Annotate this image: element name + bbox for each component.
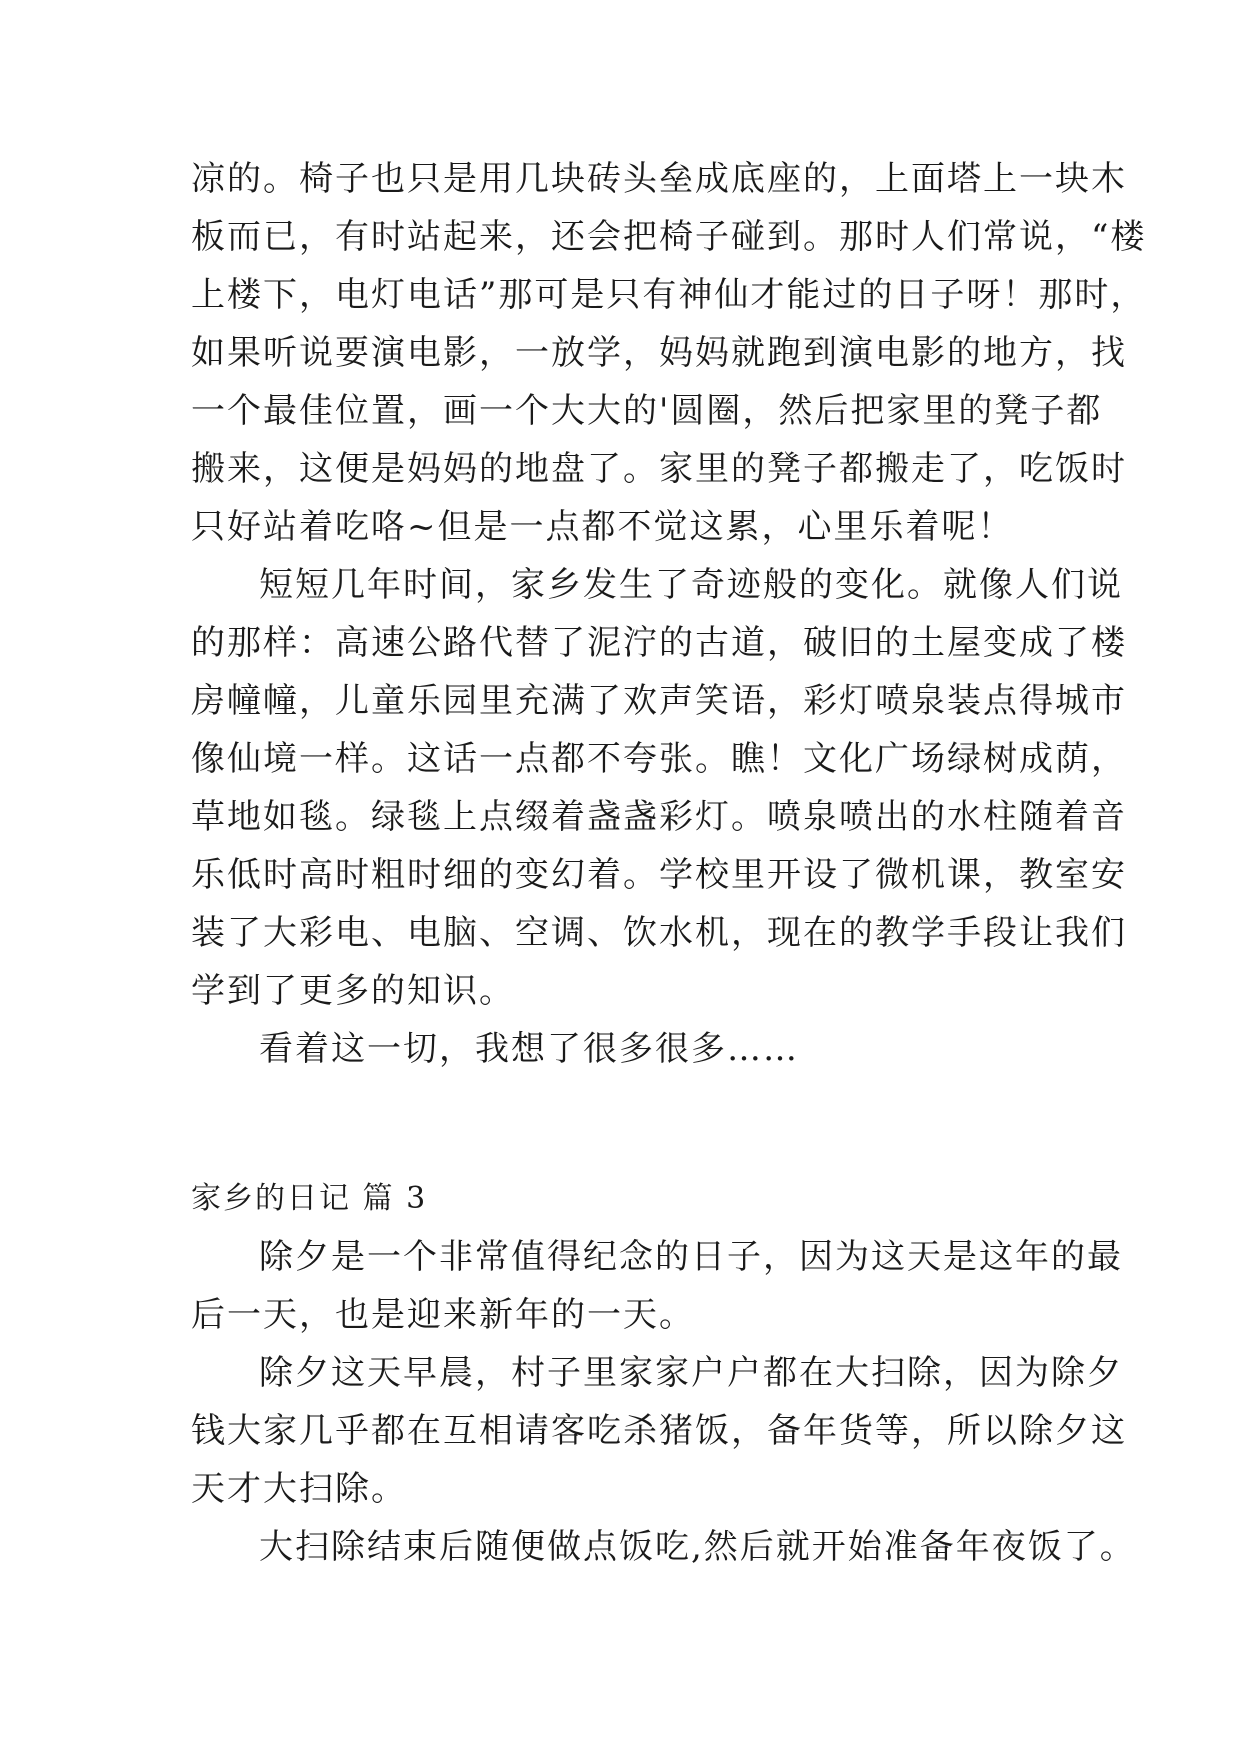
- text-line: 除夕这天早晨，村子里家家户户都在大扫除，因为除夕: [259, 1353, 1123, 1393]
- text-line: 乐低时高时粗时细的变幻着。学校里开设了微机课，教室安: [191, 855, 1127, 895]
- text-line: 搬来，这便是妈妈的地盘了。家里的凳子都搬走了，吃饭时: [191, 449, 1127, 489]
- text-line: 的那样：高速公路代替了泥泞的古道，破旧的土屋变成了楼: [191, 623, 1127, 663]
- text-line: 学到了更多的知识。: [191, 971, 515, 1011]
- paragraph: [191, 1228, 1123, 1344]
- paragraph-continuation: [191, 150, 1147, 556]
- text-line: 凉的。椅子也只是用几块砖头垒成底座的，上面塔上一块木: [191, 159, 1127, 199]
- paragraph: [191, 1344, 1127, 1518]
- text-line: 只好站着吃咯~但是一点都不觉这累，心里乐着呢！: [191, 507, 1014, 547]
- text-line: 板而已，有时站起来，还会把椅子碰到。那时人们常说，“楼: [191, 217, 1147, 257]
- text-line: 草地如毯。绿毯上点缀着盏盏彩灯。喷泉喷出的水柱随着音: [191, 797, 1127, 837]
- document-body: [191, 150, 1147, 1576]
- text-line: 短短几年时间，家乡发生了奇迹般的变化。就像人们说: [259, 565, 1123, 605]
- text-line: 看着这一切，我想了很多很多……: [259, 1029, 799, 1069]
- text-line: 房幢幢，儿童乐园里充满了欢声笑语，彩灯喷泉装点得城市: [191, 681, 1127, 721]
- text-line: 钱大家几乎都在互相请客吃杀猪饭，备年货等，所以除夕这: [191, 1411, 1127, 1451]
- text-line: 天才大扫除。: [191, 1469, 407, 1509]
- text-line: 如果听说要演电影，一放学，妈妈就跑到演电影的地方，找: [191, 333, 1127, 373]
- text-line: 一个最佳位置，画一个大大的'圆圈，然后把家里的凳子都: [191, 391, 1103, 431]
- paragraph: [191, 1020, 1051, 1078]
- text-line: 上楼下，电灯电话”那可是只有神仙才能过的日子呀！那时，: [191, 275, 1147, 315]
- text-line: 装了大彩电、电脑、空调、饮水机，现在的教学手段让我们: [191, 913, 1127, 953]
- paragraph: [191, 556, 1127, 1020]
- paragraph: [191, 1518, 1136, 1576]
- text-line: 后一天，也是迎来新年的一天。: [191, 1295, 695, 1335]
- section-spacer: [191, 1078, 1051, 1170]
- text-line: 大扫除结束后随便做点饭吃,然后就开始准备年夜饭了。: [259, 1527, 1136, 1567]
- text-line: 像仙境一样。这话一点都不夸张。瞧！文化广场绿树成荫，: [191, 739, 1127, 779]
- section-heading: 家乡的日记 篇 3: [191, 1181, 428, 1216]
- text-line: 除夕是一个非常值得纪念的日子，因为这天是这年的最: [259, 1237, 1123, 1277]
